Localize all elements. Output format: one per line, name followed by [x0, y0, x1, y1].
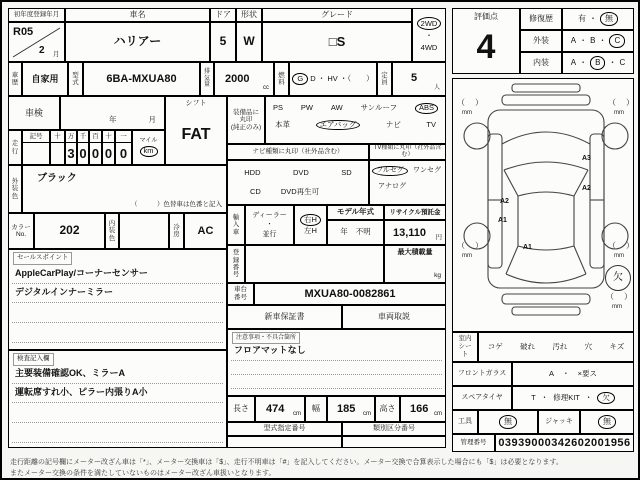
- mileage-unit-cell: [132, 130, 165, 165]
- ext-color-cell: [22, 165, 227, 213]
- handle-cell: [294, 205, 327, 245]
- recycle-header: リサイクル預託金: [384, 205, 446, 220]
- first-reg-header: 初年度登録年月: [8, 8, 65, 22]
- length-label: 長さ: [227, 396, 255, 422]
- drive-2wd-circled: 2WD: [417, 17, 442, 30]
- grade-c: C: [619, 58, 626, 68]
- control-no-label: 管理番号: [452, 434, 495, 452]
- caution-line: フロアマットなし: [234, 345, 306, 355]
- cm-unit: cm: [363, 411, 371, 418]
- payload-unit: kg: [434, 271, 441, 279]
- model-year-header: モデル年式: [327, 205, 384, 220]
- payload-label: 最大積載量: [397, 248, 433, 256]
- equip-navi: ナビ: [385, 119, 401, 129]
- dotted-rule: [12, 283, 223, 284]
- height-cell: [400, 396, 446, 422]
- windshield-a: A: [549, 368, 555, 378]
- damage-mark-a2: A2: [500, 198, 509, 205]
- spare-tire-label: スペアタイヤ: [452, 386, 512, 410]
- width-value: 185: [337, 403, 356, 415]
- color-change-note: （ ）色替車は色番と記入: [131, 200, 222, 208]
- equip-pw: PW: [300, 103, 313, 112]
- import-dealer-cell: [245, 205, 294, 245]
- reg-no-cell: [245, 245, 384, 283]
- shift-cell: [165, 96, 227, 165]
- displacement-label: 排気量: [200, 62, 214, 96]
- damage-mark-a1: A1: [523, 244, 532, 251]
- tread-bracket: （ ）: [606, 292, 633, 301]
- spare-t: T: [531, 392, 536, 402]
- spare-tire-value: [512, 386, 634, 410]
- footer-line-2: またメーター交換の条件を満たしていないものはメーター改ざん車扱いとなります。: [10, 469, 276, 477]
- mileage-sign-header: 記号: [23, 131, 49, 143]
- tread-bracket: （ ）: [608, 98, 635, 107]
- grade-b: B: [590, 36, 596, 46]
- fuel-g-circled: G: [292, 73, 308, 86]
- navi-type-items: [227, 160, 369, 205]
- equip-ps: PS: [273, 103, 284, 112]
- mileage-col-3: 千 0: [77, 130, 89, 165]
- damage-mark-a1: A1: [498, 217, 507, 224]
- drive-type-cell: [412, 8, 446, 62]
- displacement-unit: cc: [263, 85, 269, 92]
- equip-abs-circled: ABS: [415, 103, 438, 114]
- dot: ・: [584, 392, 593, 402]
- damage-mark-a3: A3: [582, 155, 591, 162]
- equip-tv: TV: [426, 119, 436, 129]
- height-label: 高さ: [375, 396, 400, 422]
- reg-no-label: 登録番号: [227, 245, 245, 283]
- jack-none-circled: 無: [598, 415, 616, 428]
- shape-value: W: [236, 22, 262, 62]
- score-cell: [452, 8, 520, 74]
- equipment-label: 装備品に 丸印 (純正のみ): [227, 96, 265, 144]
- height-value: 166: [410, 403, 429, 415]
- displacement-cell: [214, 62, 274, 96]
- width-label: 幅: [305, 396, 327, 422]
- exterior-c-circled: C: [609, 34, 625, 47]
- seat-items: [478, 332, 634, 362]
- int-color-label: 内装色: [105, 213, 119, 249]
- dot: ・: [598, 36, 607, 46]
- payload-cell: [384, 245, 446, 283]
- yen-unit: 円: [435, 233, 442, 241]
- history-label: 車歴: [8, 62, 22, 96]
- cm-unit: cm: [434, 411, 442, 418]
- recycle-amount: 13,110: [393, 227, 427, 239]
- door-value: 5: [210, 22, 236, 62]
- capacity-cell: [392, 62, 446, 96]
- windshield-value: [512, 362, 634, 386]
- repair-value: [562, 8, 634, 30]
- grade-value: □S: [262, 22, 412, 62]
- sales-points-tab: セールスポイント: [13, 252, 72, 265]
- tv-fullseg-circled: フルセグ: [372, 166, 408, 176]
- control-no-value: 03939000342602001956: [495, 434, 634, 452]
- month-suffix: 月: [53, 51, 60, 58]
- mileage-col-6: 一 0: [115, 130, 132, 165]
- exterior-grade-value: [562, 30, 634, 52]
- classification-header: 類別区分番号: [342, 422, 446, 436]
- dot: ・: [579, 36, 588, 46]
- tv-analog: アナログ: [378, 183, 406, 191]
- dotted-rule: [12, 402, 223, 403]
- mm-label: mm: [614, 110, 624, 116]
- tread-bracket: （ ）: [608, 241, 635, 250]
- grade-header: グレード: [262, 8, 412, 22]
- equip-sunroof: サンルーフ: [360, 103, 398, 112]
- dotted-rule: [12, 302, 223, 303]
- navi-cd: CD: [250, 186, 261, 196]
- km-circled: km: [140, 146, 158, 157]
- shaken-month-suffix: 月: [148, 115, 156, 125]
- grade-a: A: [570, 58, 577, 68]
- navi-type-header: ナビ種類に丸印（社外品含む）: [227, 144, 369, 160]
- dotted-rule: [12, 342, 223, 343]
- seat-tear: 破れ: [519, 341, 535, 351]
- dotted-rule: [231, 388, 442, 389]
- mm-label: mm: [614, 253, 624, 259]
- handle-right-circled: 右H: [300, 214, 321, 227]
- repair-no-circled: 無: [600, 12, 618, 25]
- classification-value: [342, 436, 446, 448]
- footer-line-1: 走行距離の記号欄にメーター改ざん車は「*」、メーター交換車は「$」、走行不明車は「#」を記入してください。メーター交換で合算表示した場合にも「$」は必要となります。: [10, 459, 563, 466]
- recycle-value-cell: [384, 220, 446, 245]
- width-cell: [327, 396, 375, 422]
- int-color-cell: [119, 213, 169, 249]
- seat-stain: 汚れ: [552, 341, 568, 351]
- shaken-cell: [60, 96, 165, 130]
- shape-header: 形状: [236, 8, 262, 22]
- fuel-rest: D ・ HV ・（ ）: [310, 73, 374, 83]
- navi-hdd: HDD: [244, 168, 261, 177]
- score-value: 4: [476, 28, 496, 67]
- drive-4wd: 4WD: [420, 42, 438, 52]
- mileage-col-2: 万 3: [65, 130, 77, 165]
- navi-dvd-play: DVD再生可: [280, 186, 320, 196]
- repair-yes: 有: [578, 14, 586, 24]
- import-label: 輸入車: [227, 205, 245, 245]
- equip-leather: 本革: [275, 119, 290, 129]
- length-cell: [255, 396, 305, 422]
- equip-aw: AW: [330, 103, 343, 112]
- import-parallel: 並行: [262, 230, 277, 238]
- import-dealer: ディーラー: [252, 212, 287, 220]
- mileage-col-5: 十 0: [102, 130, 115, 165]
- navi-dvd: DVD: [292, 168, 309, 177]
- mile-label: マイル: [139, 138, 158, 145]
- windshield-label: フロントガラス: [452, 362, 512, 386]
- sales-point-line: AppleCarPlay/コーナーセンサー: [15, 268, 148, 278]
- interior-b-circled: B: [590, 56, 605, 69]
- score-label: 評価点: [474, 12, 498, 22]
- mileage-col-1: 十: [50, 130, 65, 165]
- tools-label: 工具: [452, 410, 478, 434]
- first-reg-cell: [8, 22, 65, 62]
- displacement-value: 2000: [225, 73, 250, 85]
- fuel-label: 燃料: [274, 62, 289, 96]
- dotted-rule: [12, 442, 223, 443]
- caution-tab: 注意事項・不具合箇所: [232, 332, 300, 344]
- tv-type-header: TV種類に丸印（社外品含む）: [369, 144, 446, 160]
- ext-color-label: 外装色: [8, 165, 22, 213]
- new-car-warranty: 新車保証書: [227, 305, 342, 329]
- dot: ・: [540, 392, 549, 402]
- grade-a: A: [570, 36, 577, 46]
- shaken-year-suffix: 年: [109, 115, 117, 125]
- capacity-value: 5: [411, 72, 418, 84]
- tools-value: [478, 410, 538, 434]
- spare-repair-kit: 修理KIT: [553, 392, 580, 402]
- equip-airbag-circled: エアバッグ: [316, 120, 361, 131]
- chassis-value: MXUA80-0082861: [254, 283, 446, 305]
- damage-mark-a2: A2: [582, 185, 591, 192]
- footer-disclaimer: [10, 458, 636, 479]
- exterior-grade-label: 外装: [520, 30, 562, 52]
- ext-color-value: ブラック: [37, 173, 77, 184]
- tv-type-items: [369, 160, 446, 205]
- interior-grade-label: 内装: [520, 52, 562, 74]
- inspector-note-line: 主要装備確認OK、ミラーA: [15, 368, 126, 378]
- dot: ・: [266, 221, 273, 229]
- seat-label: 室内シート: [452, 332, 478, 362]
- dotted-rule: [231, 360, 442, 361]
- model-year-suffix: 年: [340, 227, 348, 237]
- sales-point-line: デジタルインナーミラー: [15, 287, 114, 297]
- spare-tire-missing-circle: 欠: [605, 265, 631, 291]
- jack-value: [580, 410, 634, 434]
- capacity-unit: 人: [433, 85, 440, 92]
- first-reg-year: R05: [13, 26, 34, 38]
- seat-burn: コゲ: [487, 341, 503, 351]
- dotted-rule: [231, 374, 442, 375]
- fuel-cell: [289, 62, 377, 96]
- dotted-rule: [12, 422, 223, 423]
- dot: ・: [562, 368, 570, 378]
- capacity-label: 定員: [377, 62, 392, 96]
- seat-hole: 穴: [584, 341, 593, 351]
- dotted-rule: [12, 383, 223, 384]
- tread-bracket: （ ）: [457, 241, 484, 250]
- tread-bracket: （ ）: [457, 98, 484, 107]
- first-reg-month: 2: [39, 45, 45, 56]
- mm-label: mm: [612, 304, 622, 310]
- vehicle-manual: 車両取説: [342, 305, 446, 329]
- spare-missing-circled: 欠: [597, 392, 615, 405]
- dot: ・: [608, 58, 617, 68]
- chassis-label: 車台番号: [227, 283, 254, 305]
- shift-label: シフト: [185, 99, 207, 107]
- model-code-value: 6BA-MXUA80: [83, 62, 200, 96]
- dot: ・: [579, 58, 588, 68]
- car-name-header: 車名: [65, 8, 210, 22]
- equipment-items: [265, 96, 446, 144]
- door-header: ドア: [210, 8, 236, 22]
- shift-value: FAT: [181, 125, 211, 143]
- color-no-value: 202: [34, 213, 105, 249]
- dot: ・: [589, 14, 597, 24]
- length-value: 474: [266, 403, 285, 415]
- aircon-value: AC: [184, 213, 227, 249]
- inspector-note-line: 運転席すれ小、ピラー内張りA小: [15, 387, 148, 397]
- model-code-label: 型式: [68, 62, 83, 96]
- dotted-rule: [12, 322, 223, 323]
- tv-oneseg: ワンセグ: [413, 167, 441, 174]
- color-no-label: カラー No.: [8, 213, 34, 249]
- tools-none-circled: 無: [499, 415, 517, 428]
- history-value: 自家用: [22, 62, 68, 96]
- shaken-label: 車検: [8, 96, 60, 130]
- aircon-label: 冷房: [169, 213, 184, 249]
- inspector-notes-tab: 検査記入欄: [13, 353, 54, 366]
- windshield-x: ×要ス: [577, 368, 597, 378]
- jack-label: ジャッキ: [538, 410, 580, 434]
- car-name-value: ハリアー: [65, 22, 210, 62]
- handle-left: 左H: [304, 226, 317, 235]
- navi-sd: SD: [341, 168, 352, 177]
- mileage-label: 走行: [8, 130, 22, 165]
- type-designation-value: [227, 436, 342, 448]
- mm-label: mm: [462, 110, 472, 116]
- mileage-sign-col: [22, 130, 50, 165]
- interior-grade-value: [562, 52, 634, 74]
- model-year-value: [327, 220, 384, 245]
- model-year-unknown: 不明: [355, 227, 371, 237]
- mm-label: mm: [462, 253, 472, 259]
- type-designation-header: 型式指定番号: [227, 422, 342, 436]
- cm-unit: cm: [293, 411, 301, 418]
- mileage-col-4: 百 0: [89, 130, 102, 165]
- repair-label: 修復歴: [520, 8, 562, 30]
- drive-dot: ・: [425, 31, 433, 41]
- seat-scratch: キズ: [609, 341, 625, 351]
